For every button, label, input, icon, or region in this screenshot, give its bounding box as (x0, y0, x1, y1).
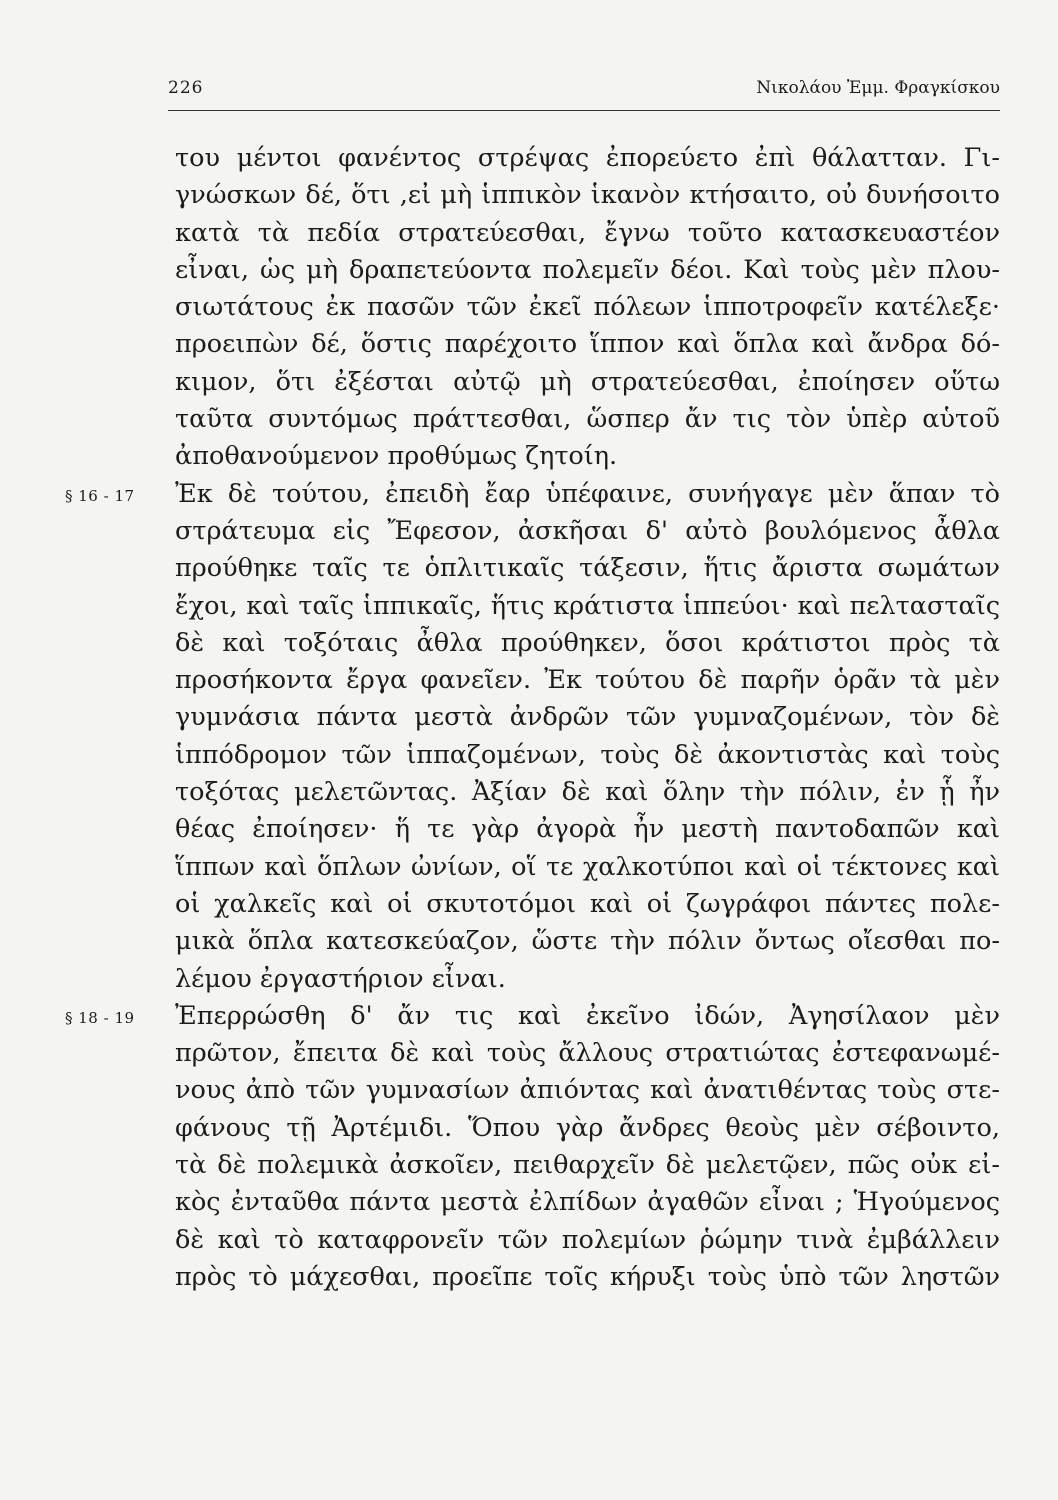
text-line (65, 476, 1000, 513)
text-line (175, 513, 1000, 550)
page-header (168, 72, 1000, 112)
line-text: οἱ χαλκεῖς καὶ οἱ σκυτοτόμοι καὶ οἱ ζωγράφοι πάντες πολε- (175, 888, 1000, 919)
text-line (175, 923, 1000, 960)
line-text: πρῶτον, ἔπειτα δὲ καὶ τοὺς ἄλλους στρατιώτας ἐστεφανωμέ- (175, 1038, 1000, 1069)
text-line (175, 252, 1000, 289)
text-line (175, 401, 1000, 438)
line-text: ἔχοι, καὶ ταῖς ἱππικαῖς, ἥτις κράτιστα ἱππεύοι· καὶ πελτασταῖς (175, 590, 1000, 621)
line-text: γυμνάσια πάντα μεστὰ ἀνδρῶν τῶν γυμναζομένων, τὸν δὲ (175, 702, 1000, 733)
body-text (65, 140, 1000, 1296)
line-text: θέας ἐποίησεν· ἥ τε γὰρ ἀγορὰ ἦν μεστὴ παντοδαπῶν καὶ (175, 814, 1000, 845)
line-text: στράτευμα εἰς Ἔφεσον, ἀσκῆσαι δ' αὐτὸ βουλόμενος ἆθλα (175, 515, 1000, 546)
page-number: 226 (168, 78, 204, 98)
text-line (175, 886, 1000, 923)
text-line (175, 1072, 1000, 1109)
header-rule (168, 110, 1000, 111)
text-line (175, 215, 1000, 252)
line-text: νους ἀπὸ τῶν γυμνασίων ἀπιόντας καὶ ἀνατιθέντας τοὺς στε- (175, 1075, 1000, 1106)
text-line (175, 699, 1000, 736)
line-text: εἶναι, ὡς μὴ δραπετεύοντα πολεμεῖν δέοι. Καὶ τοὺς μὲν πλου- (175, 254, 1000, 285)
text-line (175, 774, 1000, 811)
text-line (175, 625, 1000, 662)
text-line (175, 1147, 1000, 1184)
text-line (175, 326, 1000, 363)
text-line (175, 140, 1000, 177)
line-text: ἵππων καὶ ὅπλων ὠνίων, οἵ τε χαλκοτύποι καὶ οἱ τέκτονες καὶ (175, 851, 1000, 882)
line-text: προσήκοντα ἔργα φανεῖεν. Ἐκ τούτου δὲ παρῆν ὁρᾶν τὰ μὲν (175, 665, 1000, 696)
line-text: κατὰ τὰ πεδία στρατεύεσθαι, ἔγνω τοῦτο κατασκευαστέον (175, 217, 1000, 248)
line-text: προειπὼν δέ, ὅστις παρέχοιτο ἵππον καὶ ὅπλα καὶ ἄνδρα δό- (175, 329, 1000, 360)
line-text: κιμον, ὅτι ἐξέσται αὐτῷ μὴ στρατεύεσθαι, ἐποίησεν οὕτω (175, 366, 1000, 397)
line-text: Ἐπερρώσθη δ' ἄν τις καὶ ἐκεῖνο ἰδών, Ἀγησίλαον μὲν (175, 1000, 1000, 1031)
line-text: γνώσκων δέ, ὅτι ,εἰ μὴ ἱππικὸν ἱκανὸν κτήσαιτο, οὐ δυνήσοιτο (175, 180, 1000, 211)
line-text: Ἐκ δὲ τούτου, ἐπειδὴ ἔαρ ὑπέφαινε, συνήγαγε μὲν ἅπαν τὸ (175, 478, 1000, 509)
text-line (175, 364, 1000, 401)
text-line (175, 849, 1000, 886)
text-line (175, 1035, 1000, 1072)
text-line (175, 289, 1000, 326)
line-text: λέμου ἐργαστήριον εἶναι. (175, 963, 506, 994)
line-text: δὲ καὶ τοξόταις ἆθλα προύθηκεν, ὅσοι κράτιστοι πρὸς τὰ (175, 627, 1000, 658)
line-text: πρὸς τὸ μάχεσθαι, προεῖπε τοῖς κήρυξι τοὺς ὑπὸ τῶν ληστῶν (175, 1261, 1000, 1292)
line-text: τὰ δὲ πολεμικὰ ἀσκοῖεν, πειθαρχεῖν δὲ μελετῷεν, πῶς οὐκ εἰ- (175, 1150, 1000, 1181)
text-line (175, 177, 1000, 214)
text-line (175, 1184, 1000, 1221)
text-line (175, 811, 1000, 848)
text-line (175, 588, 1000, 625)
text-line (175, 1110, 1000, 1147)
line-text: του μέντοι φανέντος στρέψας ἐπορεύετο ἐπὶ θάλατταν. Γι- (175, 143, 1000, 173)
line-text: προύθηκε ταῖς τε ὁπλιτικαῖς τάξεσιν, ἥτις ἄριστα σωμάτων (175, 553, 1000, 584)
line-text: ταῦτα συντόμως πράττεσθαι, ὥσπερ ἄν τις τὸν ὑπὲρ αὑτοῦ (175, 404, 1000, 435)
section-marginal-note: § 18 - 19 (65, 1008, 135, 1027)
text-line (175, 662, 1000, 699)
text-line (175, 550, 1000, 587)
text-line (175, 1222, 1000, 1259)
line-text: ἱππόδρομον τῶν ἱππαζομένων, τοὺς δὲ ἀκοντιστὰς καὶ τοὺς (175, 739, 1000, 770)
text-line (175, 438, 1000, 475)
section-marginal-note: § 16 - 17 (65, 486, 135, 505)
line-text: ἀποθανούμενον προθύμως ζητοίη. (175, 441, 618, 472)
line-text: κὸς ἐνταῦθα πάντα μεστὰ ἐλπίδων ἀγαθῶν εἶναι ; Ἡγούμενος (175, 1187, 1000, 1218)
running-title: Νικολάου Ἐμμ. Φραγκίσκου (756, 78, 1000, 98)
line-text: φάνους τῇ Ἀρτέμιδι. Ὅπου γὰρ ἄνδρες θεοὺς μὲν σέβοιντο, (175, 1112, 1000, 1143)
text-line (175, 1259, 1000, 1296)
line-text: μικὰ ὅπλα κατεσκεύαζον, ὥστε τὴν πόλιν ὄντως οἴεσθαι πο- (175, 926, 1000, 957)
text-line (65, 998, 1000, 1035)
text-line (175, 961, 1000, 998)
line-text: σιωτάτους ἐκ πασῶν τῶν ἐκεῖ πόλεων ἱπποτροφεῖν κατέλεξε· (175, 292, 1000, 323)
line-text: δὲ καὶ τὸ καταφρονεῖν τῶν πολεμίων ῥώμην τινὰ ἐμβάλλειν (175, 1224, 1000, 1255)
line-text: τοξότας μελετῶντας. Ἀξίαν δὲ καὶ ὅλην τὴν πόλιν, ἐν ᾗ ἦν (175, 777, 1000, 808)
text-line (175, 737, 1000, 774)
